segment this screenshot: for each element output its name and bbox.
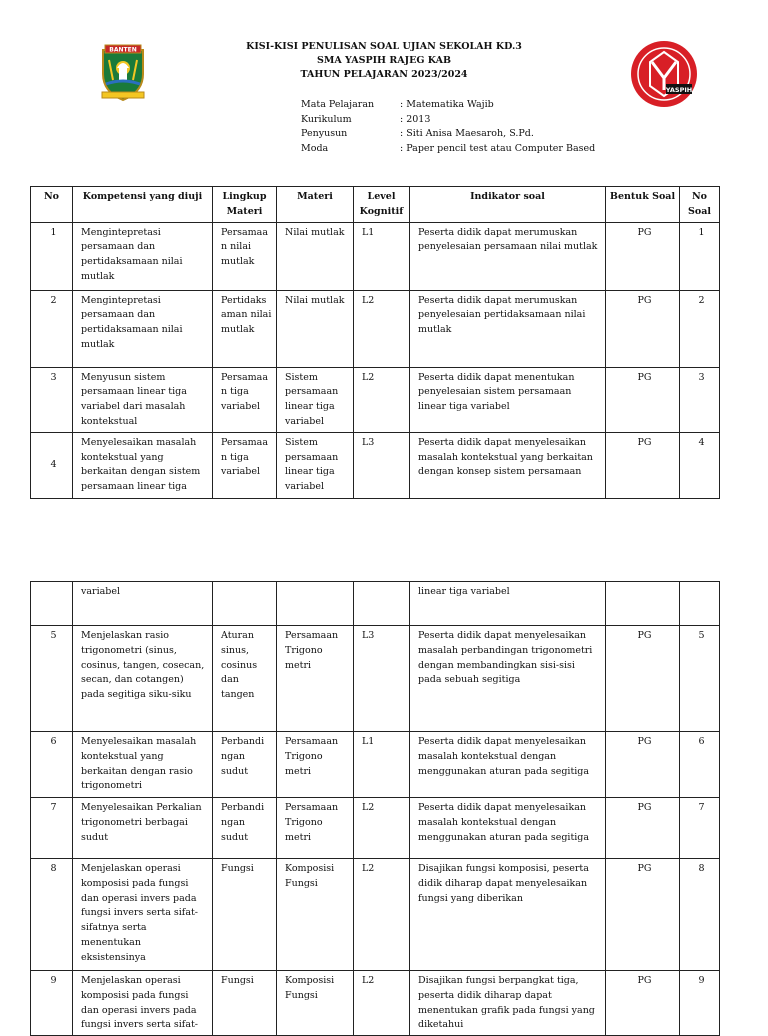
cell-indikator: Peserta didik dapat menentukan penyelesaian sistem persamaan linear tiga variabel <box>410 367 606 432</box>
cell-indikator: Peserta didik dapat menyelesaikan masalah kontekstual yang berkaitan dengan konsep sistem persamaan <box>410 432 606 498</box>
cell-bentuk <box>606 582 680 626</box>
kisi-kisi-table <box>30 186 720 499</box>
cell-bentuk: PG <box>606 859 680 971</box>
cell-level: L1 <box>354 732 410 798</box>
banten-text: BANTEN <box>109 46 137 54</box>
cell-indikator: Disajikan fungsi berpangkat tiga, peserta didik diharap dapat menentukan grafik pada fungsi yang diketahui <box>410 971 606 1036</box>
cell-materi: Persamaan Trigono metri <box>277 798 354 859</box>
info-label: Moda <box>301 142 329 154</box>
cell-level: L1 <box>354 222 410 290</box>
table-row <box>31 582 720 626</box>
table-row <box>31 626 720 732</box>
table-row <box>31 290 720 367</box>
cell-no: 2 <box>31 290 73 367</box>
cell-no: 9 <box>31 971 73 1036</box>
cell-lingkup: Persamaa n tiga variabel <box>213 432 277 498</box>
cell-indikator: Peserta didik dapat menyelesaikan masalah kontekstual dengan menggunakan aturan pada segitiga <box>410 732 606 798</box>
info-value: : Paper pencil test atau Computer Based <box>400 142 596 154</box>
info-row-subject <box>301 98 595 113</box>
cell-indikator: Peserta didik dapat merumuskan penyelesaian pertidaksamaan nilai mutlak <box>410 290 606 367</box>
cell-bentuk: PG <box>606 367 680 432</box>
column-header: No Soal <box>680 187 720 223</box>
cell-lingkup: Fungsi <box>213 859 277 971</box>
cell-bentuk: PG <box>606 432 680 498</box>
cell-nosoal: 6 <box>680 732 720 798</box>
cell-level: L3 <box>354 432 410 498</box>
cell-kompetensi: Menyelesaikan masalah kontekstual yang berkaitan dengan sistem persamaan linear tiga <box>73 432 213 498</box>
cell-lingkup: Pertidaks aman nilai mutlak <box>213 290 277 367</box>
info-label: Mata Pelajaran <box>301 99 375 110</box>
cell-lingkup: Perbandi ngan sudut <box>213 798 277 859</box>
cell-nosoal <box>680 582 720 626</box>
cell-no: 3 <box>31 367 73 432</box>
column-header: Bentuk Soal <box>606 187 680 223</box>
info-row-author <box>301 127 595 142</box>
yaspih-text: YASPIH <box>665 86 693 94</box>
yaspih-emblem-icon <box>630 40 698 108</box>
cell-lingkup: Aturan sinus, cosinus dan tangen <box>213 626 277 732</box>
school-name: SMA YASPIH RAJEG KAB <box>316 55 452 66</box>
cell-nosoal: 4 <box>680 432 720 498</box>
cell-materi: Komposisi Fungsi <box>277 859 354 971</box>
cell-indikator: Disajikan fungsi komposisi, peserta didik diharap dapat menyelesaikan fungsi yang diberikan <box>410 859 606 971</box>
cell-level: L2 <box>354 367 410 432</box>
column-header: Kompetensi yang diuji <box>73 187 213 223</box>
academic-year: TAHUN PELAJARAN 2023/2024 <box>300 69 468 80</box>
cell-indikator: linear tiga variabel <box>410 582 606 626</box>
cell-bentuk: PG <box>606 971 680 1036</box>
cell-level: L2 <box>354 290 410 367</box>
cell-materi: Nilai mutlak <box>277 290 354 367</box>
cell-nosoal: 9 <box>680 971 720 1036</box>
table-row <box>31 859 720 971</box>
cell-nosoal: 5 <box>680 626 720 732</box>
column-header: Level Kognitif <box>354 187 410 223</box>
cell-indikator: Peserta didik dapat menyelesaikan masalah kontekstual dengan menggunakan aturan pada segitiga <box>410 798 606 859</box>
cell-lingkup <box>213 582 277 626</box>
cell-bentuk: PG <box>606 222 680 290</box>
table-row <box>31 432 720 498</box>
cell-no: 5 <box>31 626 73 732</box>
cell-lingkup: Persamaa n nilai mutlak <box>213 222 277 290</box>
table-row <box>31 222 720 290</box>
column-header: Indikator soal <box>410 187 606 223</box>
cell-level: L2 <box>354 971 410 1036</box>
column-header: No <box>31 187 73 223</box>
cell-level <box>354 582 410 626</box>
table-row <box>31 798 720 859</box>
cell-no: 6 <box>31 732 73 798</box>
cell-kompetensi: Menyelesaikan masalah kontekstual yang berkaitan dengan rasio trigonometri <box>73 732 213 798</box>
cell-bentuk: PG <box>606 798 680 859</box>
cell-materi: Sistem persamaan linear tiga variabel <box>277 367 354 432</box>
cell-lingkup: Perbandi ngan sudut <box>213 732 277 798</box>
cell-materi: Persamaan Trigono metri <box>277 732 354 798</box>
info-value: : Matematika Wajib <box>400 99 494 110</box>
cell-no: 7 <box>31 798 73 859</box>
info-row-mode <box>301 142 595 157</box>
cell-nosoal: 8 <box>680 859 720 971</box>
cell-materi: Persamaan Trigono metri <box>277 626 354 732</box>
cell-kompetensi: Menyusun sistem persamaan linear tiga variabel dari masalah kontekstual <box>73 367 213 432</box>
cell-kompetensi: Menjelaskan operasi komposisi pada fungsi dan operasi invers pada fungsi invers serta sifat-sifatnya serta menentukan eksistensinya <box>73 859 213 971</box>
banten-province-emblem-icon <box>100 44 146 102</box>
info-label: Kurikulum <box>301 113 352 125</box>
cell-materi: Nilai mutlak <box>277 222 354 290</box>
cell-materi <box>277 582 354 626</box>
cell-nosoal: 3 <box>680 367 720 432</box>
cell-kompetensi: Mengintepretasi persamaan dan pertidaksamaan nilai mutlak <box>73 290 213 367</box>
kisi-kisi-table-continued <box>30 581 720 1036</box>
cell-no: 4 <box>31 432 73 498</box>
info-row-curriculum <box>301 113 595 128</box>
cell-kompetensi: Menjelaskan rasio trigonometri (sinus, cosinus, tangen, cosecan, secan, dan cotangen) pada segitiga siku-siku <box>73 626 213 732</box>
cell-materi: Sistem persamaan linear tiga variabel <box>277 432 354 498</box>
cell-materi: Komposisi Fungsi <box>277 971 354 1036</box>
cell-level: L2 <box>354 798 410 859</box>
cell-no: 8 <box>31 859 73 971</box>
cell-level: L2 <box>354 859 410 971</box>
info-value: : Siti Anisa Maesaroh, S.Pd. <box>400 128 534 139</box>
cell-lingkup: Fungsi <box>213 971 277 1036</box>
cell-nosoal: 7 <box>680 798 720 859</box>
info-value: : 2013 <box>400 113 431 125</box>
column-header: Materi <box>277 187 354 223</box>
table-header-row <box>31 187 720 223</box>
cell-indikator: Peserta didik dapat merumuskan penyelesaian persamaan nilai mutlak <box>410 222 606 290</box>
cell-kompetensi: Menyelesaikan Perkalian trigonometri berbagai sudut <box>73 798 213 859</box>
cell-bentuk: PG <box>606 732 680 798</box>
cell-bentuk: PG <box>606 290 680 367</box>
table-row <box>31 971 720 1036</box>
cell-nosoal: 1 <box>680 222 720 290</box>
table-row <box>31 732 720 798</box>
cell-kompetensi: Menjelaskan operasi komposisi pada fungsi dan operasi invers pada fungsi invers serta sifat- <box>73 971 213 1036</box>
cell-bentuk: PG <box>606 626 680 732</box>
cell-no: 1 <box>31 222 73 290</box>
cell-level: L3 <box>354 626 410 732</box>
table-row <box>31 367 720 432</box>
cell-lingkup: Persamaa n tiga variabel <box>213 367 277 432</box>
cell-indikator: Peserta didik dapat menyelesaikan masalah perbandingan trigonometri dengan membandingkan sisi-sisi pada sebuah segitiga <box>410 626 606 732</box>
document-title: KISI-KISI PENULISAN SOAL UJIAN SEKOLAH KD.3 <box>246 41 522 52</box>
cell-kompetensi: Mengintepretasi persamaan dan pertidaksamaan nilai mutlak <box>73 222 213 290</box>
info-label: Penyusun <box>301 128 348 139</box>
column-header: Lingkup Materi <box>213 187 277 223</box>
cell-nosoal: 2 <box>680 290 720 367</box>
cell-no <box>31 582 73 626</box>
cell-kompetensi: variabel <box>73 582 213 626</box>
document-info <box>301 98 595 156</box>
